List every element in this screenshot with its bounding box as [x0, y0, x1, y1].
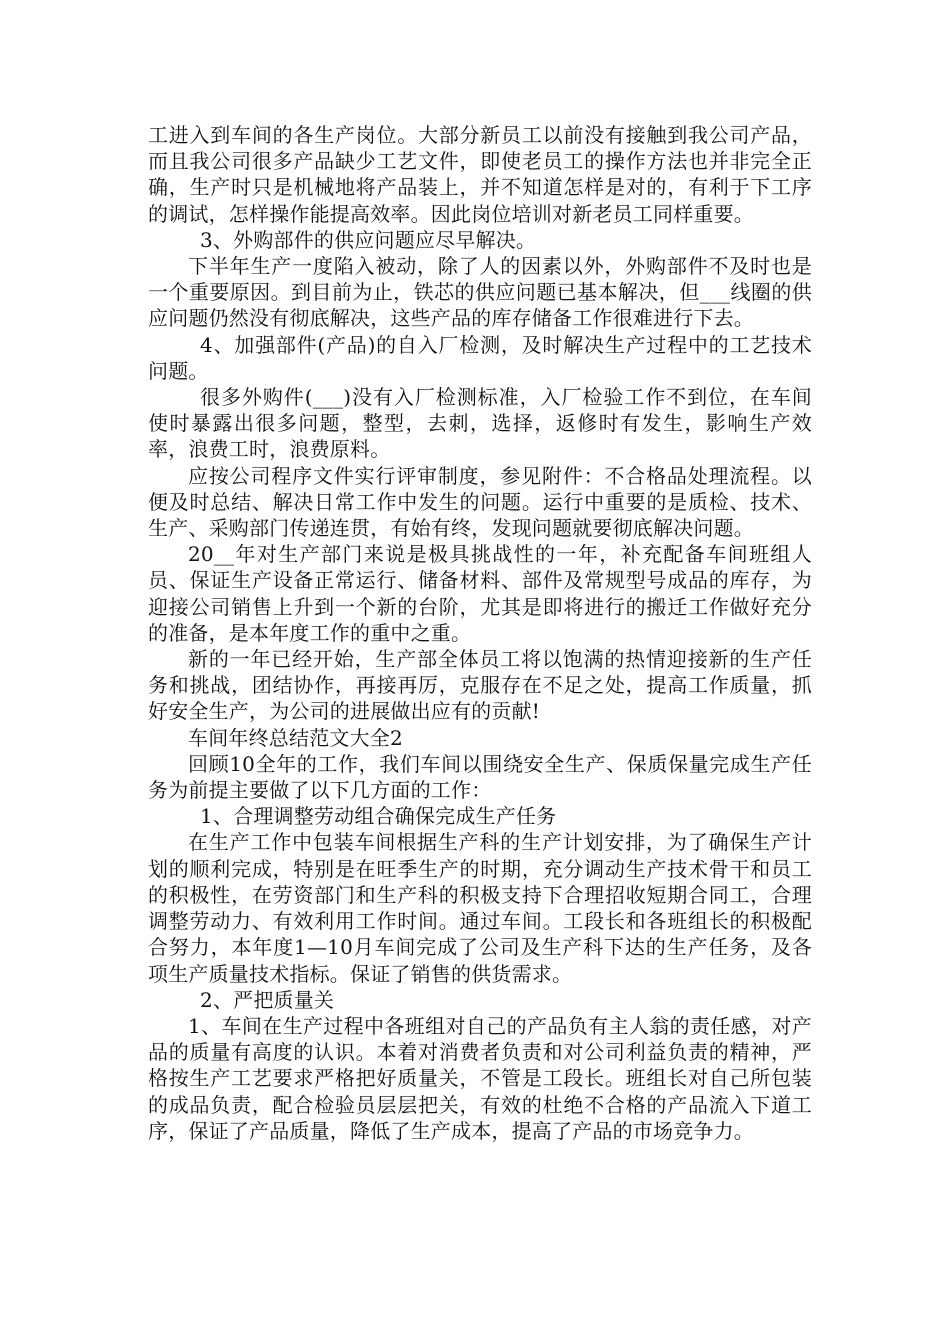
heading-2: 2、严把质量关: [200, 987, 335, 1012]
paragraph: 应按公司程序文件实行评审制度，参见附件：不合格品处理流程。以便及时总结、解决日常工作中发生的问题。运行中重要的是质检、技术、生产、采购部门传递连贯，有始有终，发现问题就要彻底解决问题。: [148, 463, 812, 541]
section-title: 车间年终总结范文大全2: [188, 725, 403, 750]
paragraph-continuation: 工进入到车间的各生产岗位。大部分新员工以前没有接触到我公司产品，而且我公司很多产品缺少工艺文件，即使老员工的操作方法也并非完全正确，生产时只是机械地将产品装上，并不知道怎样是对的，有利于下工序的调试，怎样操作能提高效率。因此岗位培训对新老员工同样重要。: [148, 123, 812, 226]
paragraph: 1、车间在生产过程中各班组对自己的产品负有主人翁的责任感，对产品的质量有高度的认识。本着对消费者负责和对公司利益负责的精神，严格按生产工艺要求严格把好质量关，不管是工段长。班组长对自己所包装的成品负责，配合检验员层层把关，有效的杜绝不合格的产品流入下道工序，保证了产品质量，降低了生产成本，提高了产品的市场竞争力。: [148, 1013, 812, 1143]
paragraph: 回顾10全年的工作，我们车间以围绕安全生产、保质保量完成生产任务为前提主要做了以下几方面的工作：: [148, 751, 812, 803]
heading-1: 1、合理调整劳动组合确保完成生产任务: [200, 804, 557, 829]
document-page: [148, 122, 812, 1144]
paragraph: 在生产工作中包装车间根据生产科的生产计划安排，为了确保生产计划的顺利完成，特别是在旺季生产的时期，充分调动生产技术骨干和员工的积极性，在劳资部门和生产科的积极支持下合理招收短期合同工，合理调整劳动力、有效利用工作时间。通过车间。工段长和各班组长的积极配合努力，本年度1—10月车间完成了公司及生产科下达的生产任务，及各项生产质量技术指标。保证了销售的供货需求。: [148, 830, 812, 986]
paragraph: 20__年对生产部门来说是极具挑战性的一年，补充配备车间班组人员、保证生产设备正常运行、储备材料、部件及常规型号成品的库存，为迎接公司销售上升到一个新的台阶，尤其是即将进行的搬迁工作做好充分的准备，是本年度工作的重中之重。: [148, 542, 812, 645]
paragraph: 新的一年已经开始，生产部全体员工将以饱满的热情迎接新的生产任务和挑战，团结协作，再接再厉，克服存在不足之处，提高工作质量，抓好安全生产，为公司的进展做出应有的贡献!: [148, 647, 812, 724]
paragraph: 下半年生产一度陷入被动，除了人的因素以外，外购部件不及时也是一个重要原因。到目前为止，铁芯的供应问题已基本解决，但___线圈的供应问题仍然没有彻底解决，这些产品的库存储备工作很难进行下去。: [148, 254, 812, 331]
heading-4: 4、加强部件(产品)的自入厂检测，及时解决生产过程中的工艺技术问题。: [148, 332, 812, 383]
heading-3: 3、外购部件的供应问题应尽早解决。: [200, 227, 537, 252]
paragraph: 很多外购件(___)没有入厂检测标准，入厂检验工作不到位，在车间使时暴露出很多问题，整型，去刺，选择，返修时有发生，影响生产效率，浪费工时，浪费原料。: [148, 385, 812, 462]
